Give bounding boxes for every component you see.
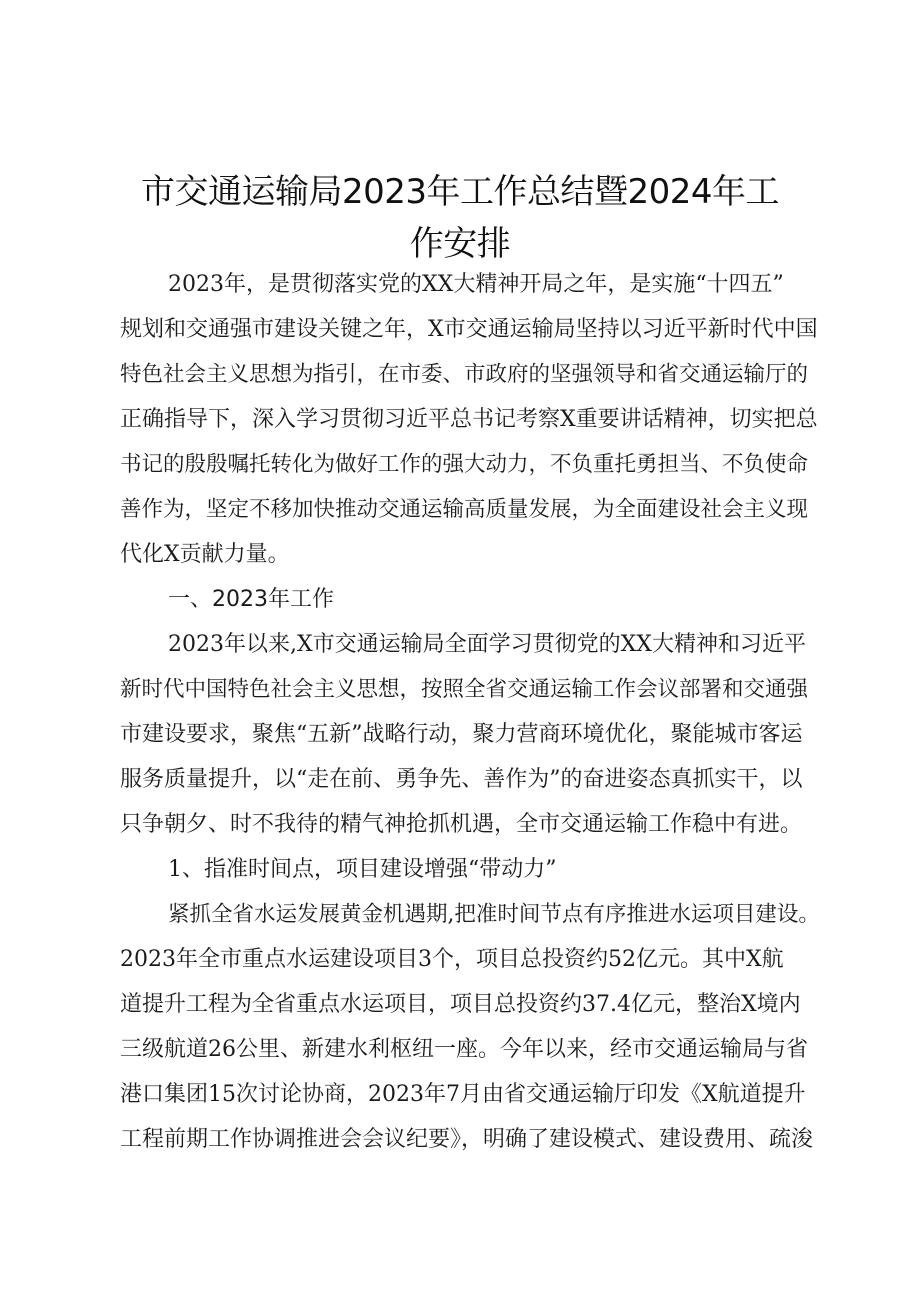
subsection-line: 港口集团15次讨论协商，2023年7月由省交通运输厅印发《X航道提升 [120, 1082, 806, 1107]
subsection-line: 工程前期工作协调推进会会议纪要》，明确了建设模式、建设费用、疏浚 [120, 1127, 814, 1152]
section-line: 只争朝夕、时不我待的精气神抢抓机遇，全市交通运输工作稳中有进。 [120, 812, 803, 837]
document-title-line-1: 市交通运输局2023年工作总结暨2024年工 [140, 172, 780, 212]
intro-line: 2023年，是贯彻落实党的XX大精神开局之年，是实施“十四五” [168, 272, 784, 297]
intro-line: 规划和交通强市建设关键之年，X市交通运输局坚持以习近平新时代中国 [120, 317, 818, 342]
document-title-line-2: 作安排 [409, 224, 511, 264]
section-line: 2023年以来,X市交通运输局全面学习贯彻党的XX大精神和习近平 [168, 632, 806, 657]
intro-line: 特色社会主义思想为指引，在市委、市政府的坚强领导和省交通运输厅的 [120, 362, 809, 387]
section-heading: 一、2023年工作 [168, 587, 334, 612]
section-line: 市建设要求，聚焦“五新”战略行动，聚力营商环境优化，聚能城市客运 [120, 722, 803, 747]
intro-line: 书记的殷殷嘱托转化为做好工作的强大动力，不负重托勇担当、不负使命 [120, 452, 809, 477]
intro-line: 代化X贡献力量。 [120, 542, 290, 567]
subsection-line: 紧抓全省水运发展黄金机遇期,把准时间节点有序推进水运项目建设。 [168, 902, 820, 927]
subsection-line: 道提升工程为全省重点水运项目，项目总投资约37.4亿元，整治X境内 [120, 992, 801, 1017]
intro-line: 善作为，坚定不移加快推动交通运输高质量发展，为全面建设社会主义现 [120, 497, 809, 522]
subsection-line: 2023年全市重点水运建设项目3个，项目总投资约52亿元。其中X航 [120, 947, 784, 972]
subsection-line: 三级航道26公里、新建水利枢纽一座。今年以来，经市交通运输局与省 [120, 1037, 808, 1062]
section-line: 服务质量提升，以“走在前、勇争先、善作为”的奋进姿态真抓实干，以 [120, 767, 803, 792]
intro-line: 正确指导下，深入学习贯彻习近平总书记考察X重要讲话精神，切实把总 [120, 407, 818, 432]
section-line: 新时代中国特色社会主义思想，按照全省交通运输工作会议部署和交通强 [120, 677, 809, 702]
subsection-heading: 1、指准时间点，项目建设增强“带动力” [168, 857, 557, 882]
